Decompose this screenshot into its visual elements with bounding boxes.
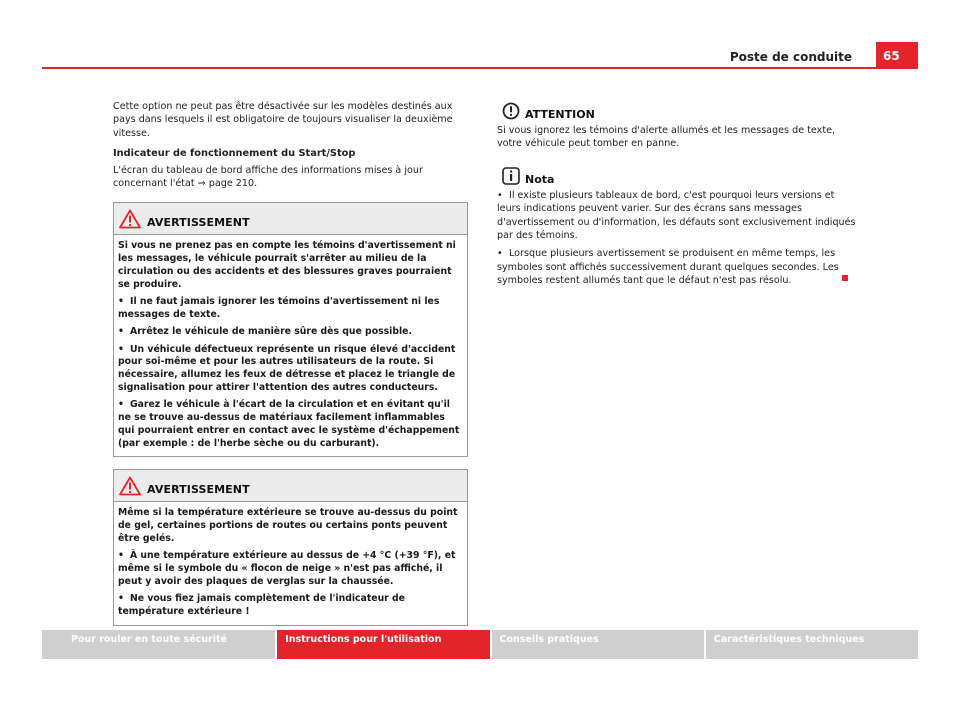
footer-tab-securite[interactable]: Pour rouler en toute sécurité bbox=[42, 630, 275, 659]
warning-title: AVERTISSEMENT bbox=[147, 216, 250, 230]
warning-box-body bbox=[114, 234, 467, 456]
warning-box-header bbox=[114, 470, 467, 501]
warning-box-2 bbox=[113, 469, 468, 625]
attention-header bbox=[497, 100, 857, 124]
body-paragraph: L'écran du tableau de bord affiche des informations mises à jour concernant l'état ⇒ page 210. bbox=[113, 164, 423, 190]
footer-tab-instructions[interactable]: Instructions pour l'utilisation bbox=[277, 630, 489, 659]
warning-bullet: • Ne vous fiez jamais complètement de l'indicateur de température extérieure ! bbox=[118, 593, 405, 617]
warning-bullet: • Arrêtez le véhicule de manière sûre dès que possible. bbox=[118, 326, 413, 338]
nota-header bbox=[497, 165, 857, 189]
warning-title: AVERTISSEMENT bbox=[147, 483, 250, 497]
warning-intro: Même si la température extérieure se trouve au-dessus du point de gel, certaines portions de routes ou certains ponts peuvent être gelés. bbox=[118, 507, 458, 544]
nota-bullet: • Lorsque plusieurs avertissement se produisent en même temps, les symboles sont affichés successivement durant quelques secondes. Les symboles restent allumés tant que le défaut n'est pas résolu. bbox=[497, 248, 839, 287]
page-number: 65 bbox=[876, 42, 918, 69]
header-rule bbox=[42, 67, 918, 69]
warning-box-body bbox=[114, 501, 467, 624]
warning-intro: Si vous ne prenez pas en compte les témoins d'avertissement ni les messages, le véhicule pourrait s'arrêter au milieu de la circulation ou des accidents et des blessures graves pourraient se produire. bbox=[118, 240, 456, 290]
running-header-title: Poste de conduite bbox=[729, 50, 852, 64]
attention-text: Si vous ignorez les témoins d'alerte allumés et les messages de texte, votre véhicule peut tomber en panne. bbox=[497, 125, 836, 150]
attention-title: ATTENTION bbox=[525, 108, 595, 121]
warning-bullet: • À une température extérieure au dessus de +4 °C (+39 °F), et même si le symbole du « flocon de neige » n'est pas affiché, il peut y avoir des plaques de verglas sur la chaussée. bbox=[118, 550, 456, 587]
footer-tab-conseils[interactable]: Conseils pratiques bbox=[492, 630, 704, 659]
section-subheading: Indicateur de fonctionnement du Start/Stop bbox=[113, 148, 356, 160]
warning-triangle-icon bbox=[119, 476, 141, 496]
right-column bbox=[497, 100, 857, 293]
left-column bbox=[113, 100, 468, 626]
warning-triangle-icon bbox=[119, 209, 141, 229]
nota-bullet: • Il existe plusieurs tableaux de bord, c'est pourquoi leurs versions et leurs indications peuvent varier. Sur des écrans sans messages d'avertissement ou d'information, les défauts sont exclusivement indiqués par des témoins. bbox=[497, 189, 856, 242]
nota-notice bbox=[497, 165, 857, 288]
footer-tab-caracteristiques[interactable]: Caractéristiques techniques bbox=[706, 630, 918, 659]
footer-nav bbox=[42, 630, 918, 659]
exclamation-circle-icon bbox=[502, 102, 520, 120]
warning-box-1 bbox=[113, 202, 468, 457]
nota-title: Nota bbox=[525, 172, 555, 186]
end-of-section-marker bbox=[842, 275, 848, 281]
warning-bullet: • Un véhicule défectueux représente un risque élevé d'accident pour soi-même et pour les autres utilisateurs de la route. Si nécessaire, allumez les feux de détresse et placez le triangle de signalisation pour attirer l'attention des autres conducteurs. bbox=[118, 343, 456, 393]
warning-box-header bbox=[114, 203, 467, 234]
info-icon bbox=[502, 167, 520, 185]
intro-paragraph: Cette option ne peut pas être désactivée sur les modèles destinés aux pays dans lesquels il est obligatoire de toujours visualiser la deuxième vitesse. bbox=[113, 101, 453, 139]
warning-bullet: • Garez le véhicule à l'écart de la circulation et en évitant qu'il ne se trouve au-dessus de matériaux facilement inflammables qui pourraient entrer en contact avec le système d'échappement (par exemple : de l'herbe sèche ou du carburant). bbox=[118, 399, 460, 449]
attention-notice bbox=[497, 100, 857, 151]
warning-bullet: • Il ne faut jamais ignorer les témoins d'avertissement ni les messages de texte. bbox=[118, 296, 440, 320]
